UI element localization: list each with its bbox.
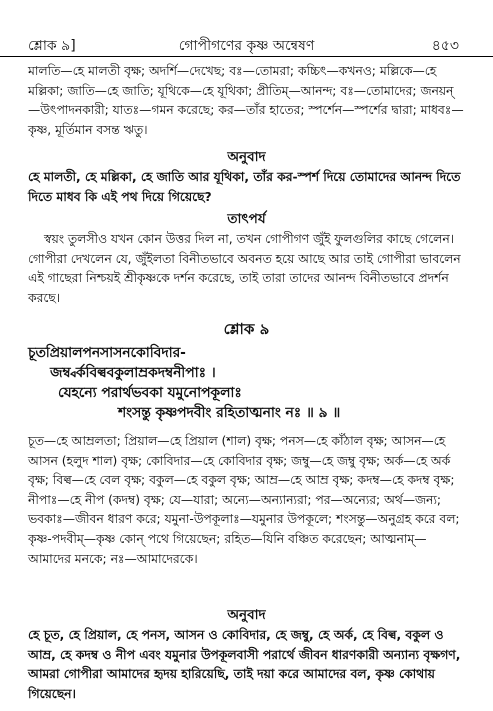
translation-heading: অনুবাদ <box>227 607 266 623</box>
page-header <box>0 0 493 57</box>
verse-title: শ্লোক ৯ <box>223 320 270 338</box>
synonyms-paragraph: চূত—হে আম্রলতা; প্রিয়াল—হে প্রিয়াল (শাল) বৃক্ষ; পনস—হে কাঁঠাল বৃক্ষ; আসন—হে আসন (হলুদ শাল) বৃক্ষ; কোবিদার—হে কোবিদার বৃক্ষ; জম্বু—হে জম্বু বৃক্ষ; অর্ক—হে অর্ক বৃক্ষ; বিল্ব—হে বেল বৃক্ষ; বকুল—হে বকুল বৃক্ষ; আম্র—হে আম্র বৃক্ষ; কদম্ব—হে কদম্ব বৃক্ষ; নীপাঃ—হে নীপ (কদম্ব) বৃক্ষ; যে—যারা; অন্যে—অন্যান্যরা; পর—অন্যের; অর্থ—জন্য; ভবকাঃ—জীবন ধারণ করে; যমুনা-উপকূলাঃ—যমুনার উপকূলে; শংসন্তু—অনুগ্রহ করে বল; কৃষ্ণ-পদবীম্—কৃষ্ণ কোন্ পথে গিয়েছেন; রহিত—যিনি বঞ্চিত করেছেন; আত্মনাম্—আমাদের মনকে; নঃ—আমাদেরকে। <box>28 434 460 566</box>
verse-line: চূতপ্রিয়ালপনসাসনকোবিদার- <box>28 345 186 361</box>
purport-section <box>28 208 465 308</box>
purport-heading: তাৎপর্য <box>227 211 266 227</box>
synonyms-paragraph: মালতি—হে মালতী বৃক্ষ; অদর্শি—দেখেছ; বঃ—তোমরা; কচ্চিৎ—কখনও; মল্লিকে—হে মল্লিকা; জাতি—হে জাতি; যূথিকে—হে যূথিকা; প্রীতিম্—আনন্দ; বঃ—তোমাদের; জনয়ন্—উৎপাদনকারী; যাতঃ—গমন করেছে; কর—তাঁর হাতের; স্পর্শেন—স্পর্শের দ্বারা; মাধবঃ—কৃষ্ণ, মূর্তিমান বসন্ত ঋতু। <box>28 64 464 137</box>
verse-line: যেহন্যে পরার্থভবকা যমুনোপকূলাঃ <box>58 385 242 401</box>
verse-section <box>28 318 465 423</box>
verse-line: শংসন্তু কৃষ্ণপদবীং রহিতাত্মনাং নঃ ॥ ৯ ॥ <box>118 405 341 421</box>
chapter-title: গোপীগণের কৃষ্ণ অন্বেষণ <box>178 38 315 54</box>
translation-text: হে মালতী, হে মল্লিকা, হে জাতি আর যূথিকা, তাঁর কর-স্পর্শ দিয়ে তোমাদের আনন্দ দিতে দিতে মাধব কি এই পথ দিয়ে গিয়েছে? <box>28 170 461 204</box>
translation-text: হে চূত, হে প্রিয়াল, হে পনস, আসন ও কোবিদার, হে জম্বু, হে অর্ক, হে বিল্ব, বকুল ও আম্র, হে কদম্ব ও নীপ এবং যমুনার উপকূলবাসী পরার্থে জীবন ধারণকারী অন্যান্য বৃক্ষগণ, আমরা গোপীরা আমাদের হৃদয় হারিয়েছি, তাই দয়া করে আমাদের বল, কৃষ্ণ কোথায় গিয়েছেন। <box>28 628 461 701</box>
translation-section-1 <box>28 146 465 207</box>
verse-line: জম্ব্বর্কবিল্ববকুলাম্রকদম্বনীপাঃ । <box>50 365 216 381</box>
verse-reference: শ্লোক ৯] <box>28 38 76 54</box>
translation-section-2 <box>28 604 465 704</box>
page-number: ৪৫৩ <box>431 38 459 54</box>
word-synonyms-top <box>28 62 465 140</box>
purport-text: স্বয়ং তুলসীও যখন কোন উত্তর দিল না, তখন গোপীগণ জুঁই ফুলগুলির কাছে গেলেন। গোপীরা দেখলেন যে, জুঁইলতা বিনীতভাবে অবনত হয়ে আছে আর তাই গোপীরা ভাবলেন এই গাছেরা নিশ্চয়ই শ্রীকৃষ্ণকে দর্শন করেছে, তাই তারা তাদের আনন্দ বিনীতভাবে প্রদর্শন করছে। <box>28 232 461 305</box>
word-synonyms-verse <box>28 432 465 569</box>
translation-heading: অনুবাদ <box>227 149 266 165</box>
